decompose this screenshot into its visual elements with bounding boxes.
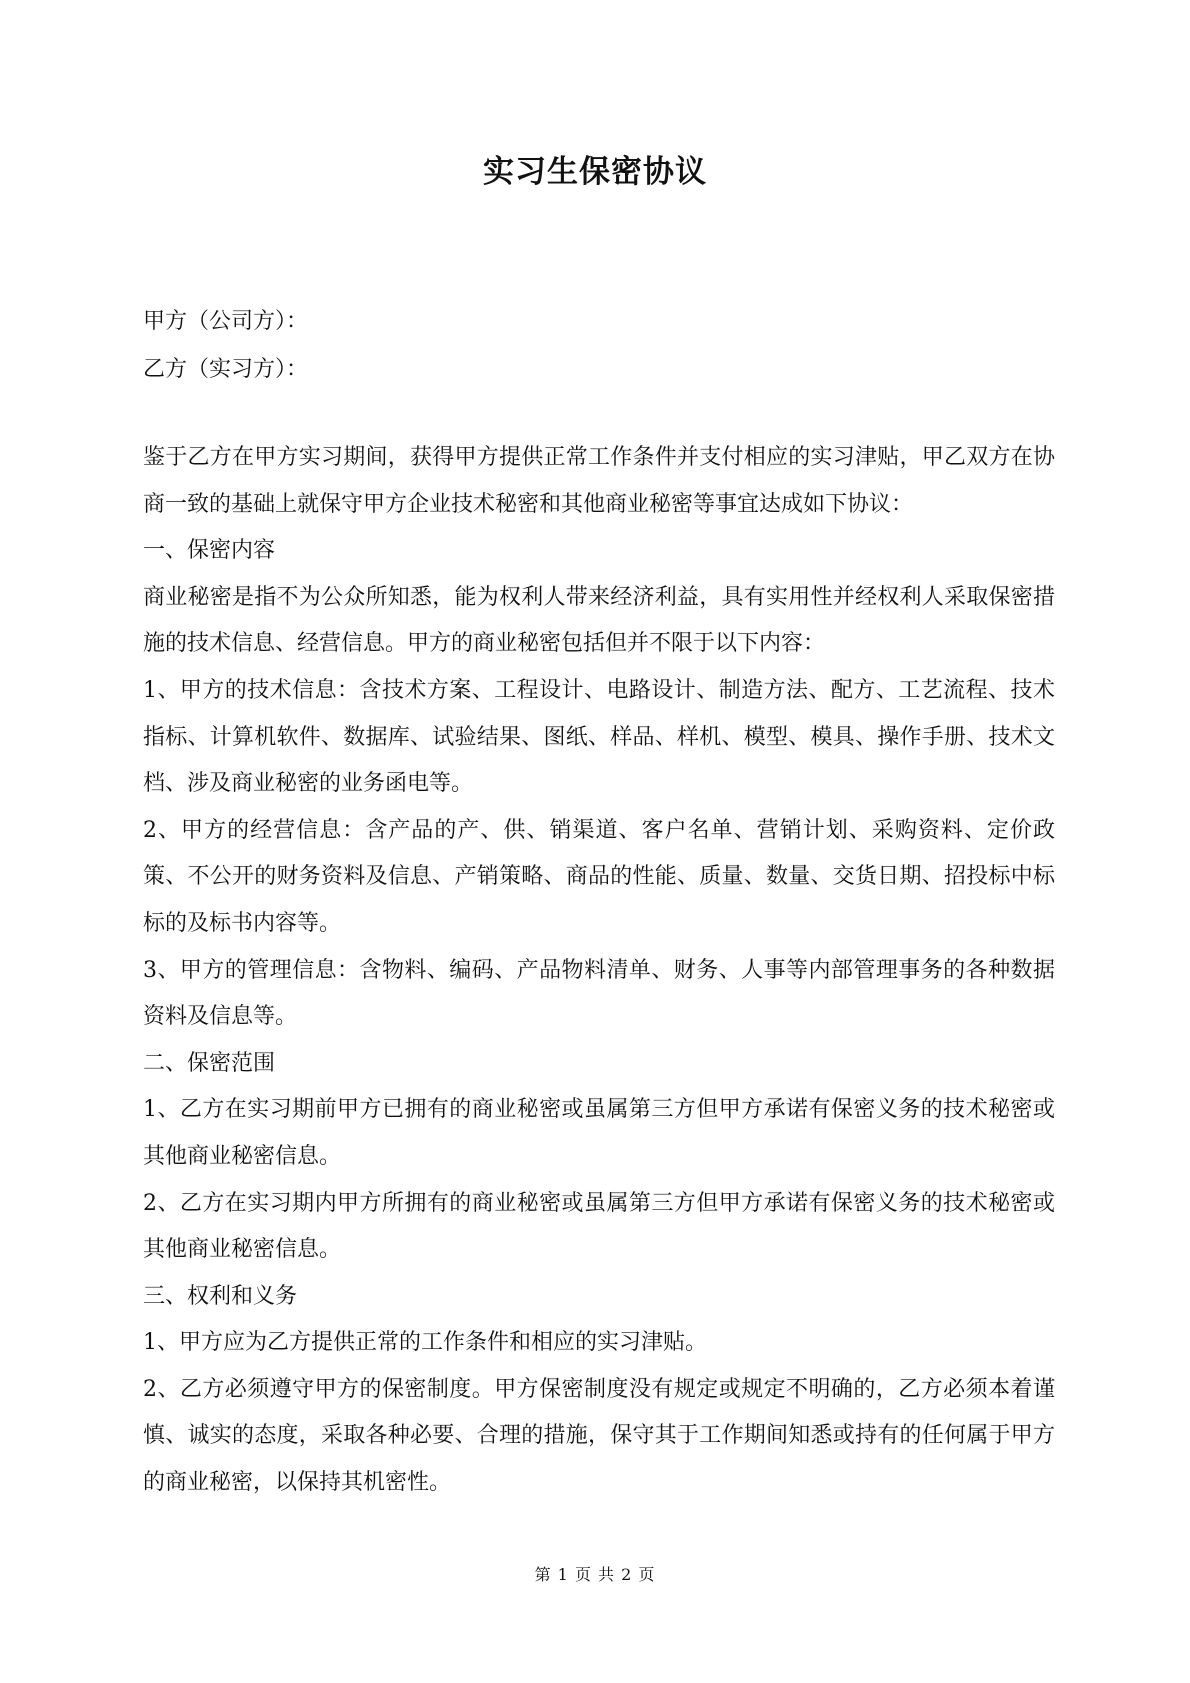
technical-info-paragraph: 1、甲方的技术信息：含技术方案、工程设计、电路设计、制造方法、配方、工艺流程、技术指标、计算机软件、数据库、试验结果、图纸、样品、样机、模型、模具、操作手册、技术文档、涉及商业秘密的业务函电等。 <box>143 677 1055 797</box>
preamble-paragraph: 鉴于乙方在甲方实习期间，获得甲方提供正常工作条件并支付相应的实习津贴，甲乙双方在协商一致的基础上就保守甲方企业技术秘密和其他商业秘密等事宜达成如下协议： <box>143 445 1055 517</box>
management-info-paragraph: 3、甲方的管理信息：含物料、编码、产品物料清单、财务、人事等内部管理事务的各种数据资料及信息等。 <box>143 957 1055 1030</box>
obligation-item-2-paragraph: 2、乙方必须遵守甲方的保密制度。甲方保密制度没有规定或规定不明确的，乙方必须本着谨慎、诚实的态度，采取各种必要、合理的措施，保守其于工作期间知悉或持有的任何属于甲方的商业秘密，以保持其机密性。 <box>143 1376 1055 1496</box>
scope-item-1-paragraph: 1、乙方在实习期前甲方已拥有的商业秘密或虽属第三方但甲方承诺有保密义务的技术秘密或其他商业秘密信息。 <box>143 1097 1055 1169</box>
section-heading-confidential-scope: 二、保密范围 <box>143 1050 276 1076</box>
trade-secret-definition-paragraph: 商业秘密是指不为公众所知悉，能为权利人带来经济利益，具有实用性并经权利人采取保密措施的技术信息、经营信息。甲方的商业秘密包括但并不限于以下内容： <box>143 584 1055 657</box>
party-list <box>143 298 1053 394</box>
page-footer: 第 1 页 共 2 页 <box>534 1565 656 1584</box>
section-heading-rights-obligations: 三、权利和义务 <box>143 1283 298 1309</box>
section-heading-confidential-content: 一、保密内容 <box>143 538 276 564</box>
party-a-line: 甲方（公司方）： <box>143 309 309 334</box>
party-b-line: 乙方（实习方）： <box>143 357 309 382</box>
obligation-item-1-paragraph: 1、甲方应为乙方提供正常的工作条件和相应的实习津贴。 <box>143 1330 707 1356</box>
business-info-paragraph: 2、甲方的经营信息：含产品的产、供、销渠道、客户名单、营销计划、采购资料、定价政策、不公开的财务资料及信息、产销策略、商品的性能、质量、数量、交货日期、招投标中标标的及标书内容等。 <box>143 817 1055 936</box>
scope-item-2-paragraph: 2、乙方在实习期内甲方所拥有的商业秘密或虽属第三方但甲方承诺有保密义务的技术秘密或其他商业秘密信息。 <box>143 1190 1055 1263</box>
document-title: 实习生保密协议 <box>483 154 707 190</box>
document-body <box>143 435 1055 1507</box>
